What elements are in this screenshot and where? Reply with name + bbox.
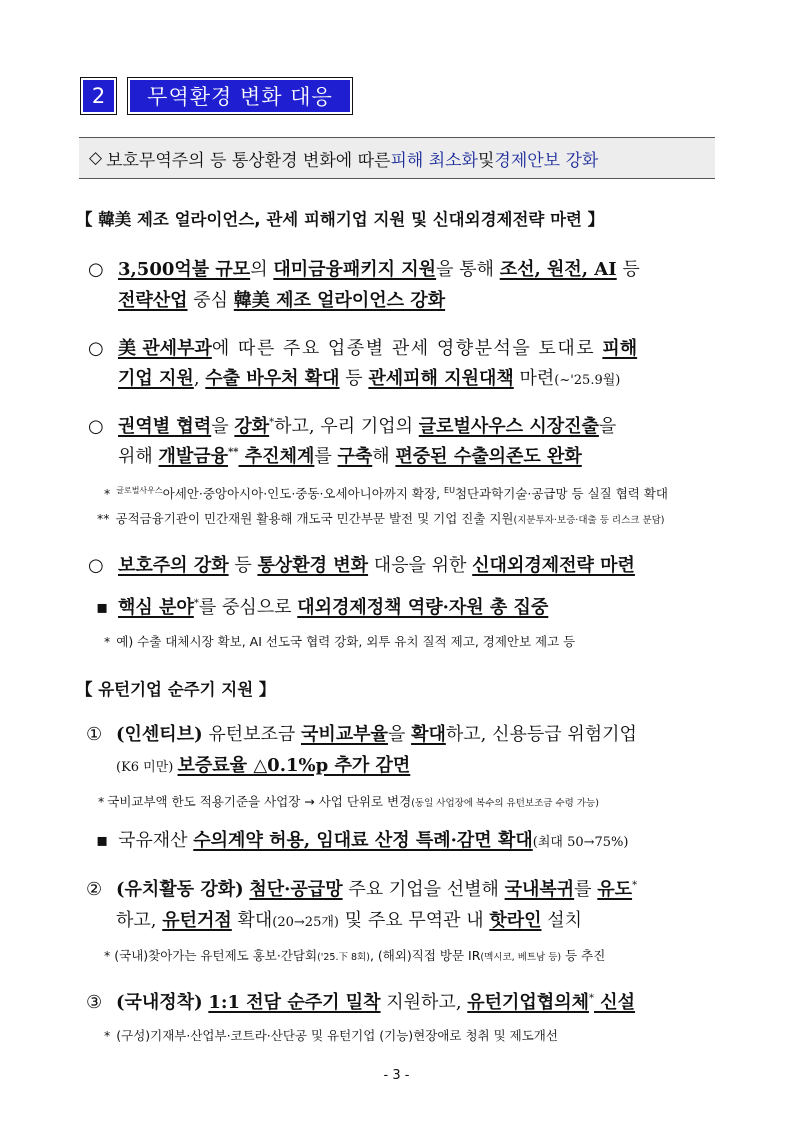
text: 첨단과학기술·공급망 등 실질 협력 확대 [454,486,669,501]
text: 공적금융기관이 민간재원 활용해 개도국 민간부문 발전 및 기업 진출 지원 [115,511,514,526]
circle-bullet-icon: ○ [88,259,104,280]
text: 권역별 협력 [118,416,212,437]
text: 통상환경 변화 [257,555,369,576]
text: 수의계약 허용, 임대료 산정 특례·감면 확대 [193,830,533,851]
text: (인센티브) [116,724,203,745]
text: 를 [314,446,338,467]
text: 1:1 전담 순주기 밀착 [208,992,381,1013]
block2-heading: 【 유턴기업 순주기 지원 】 [76,680,276,699]
section-title: 무역환경 변화 대응 [130,80,350,112]
text: (20→25개) [272,915,339,930]
footnote-mark: * [104,948,111,963]
text: (국내)찾아가는 유턴제도 홍보·간담회 [114,948,318,963]
text: 등 추진 [561,948,606,963]
text: 하고, [116,910,163,931]
footnote-mark: * [588,993,594,1004]
square-bullet-icon: ▪ [96,830,109,851]
text: 유턴보조금 [202,724,301,745]
text: , (해외)직접 방문 IR [369,948,481,963]
block2-item1-line1 [86,720,637,746]
circle-bullet-icon: ○ [88,555,104,576]
summary-text-2: 및 [477,150,495,171]
text: (구성)기재부·산업부·코트라·산단공 및 유턴기업 (기능)현장애로 청취 및 제도개선 [116,1028,558,1043]
text: 국유재산 [118,830,194,851]
block1-item3-line2 [118,442,582,468]
text: 등 [339,368,369,389]
text: 강화 [234,416,270,437]
block1-heading: 【 韓美 제조 얼라이언스, 관세 피해기업 지원 및 신대외경제전략 마련 】 [76,210,605,229]
block1-item5 [96,593,548,619]
text: 및 주요 무역관 내 [338,910,490,931]
text: 핫라인 [489,910,542,931]
footnote-mark: ** [228,447,239,458]
text: 개발금융 [158,446,229,467]
text: (유치활동 강화) [116,879,244,900]
text: 수출 바우처 확대 [205,368,340,389]
text: 구축 [337,446,373,467]
text: 조선, 원전, AI [499,259,617,280]
text: 대미금융패키지 지원 [273,259,437,280]
block1-item4 [88,551,635,577]
text: 美 관세부과 [118,338,212,359]
text: 아세안·중앙아시아·인도·중동·오세아니아까지 확장, [162,486,445,501]
block1-note1 [104,484,668,502]
text: 기업 지원 [118,368,194,389]
circled-number-3-icon: ③ [86,992,103,1013]
footnote-mark: * [104,486,111,501]
text: 해 [372,446,396,467]
block2-item3-line1 [86,875,637,901]
text: 유턴거점 [162,910,232,931]
footnote-mark: * [269,417,275,428]
text: 국내복귀 [504,879,575,900]
text: 3,500억불 규모 [118,259,251,280]
text: 글로벌사우스 [116,485,163,495]
block1-item2-line1 [88,334,637,360]
block2-item4 [86,988,635,1014]
text: 보호주의 강화 [118,555,229,576]
text: 하고, 신용등급 위험기업 [445,724,637,745]
text: 첨단·공급망 [249,879,343,900]
summary-highlight-2: 경제안보 강화 [494,150,599,171]
text: 핵심 분야 [118,597,194,618]
text: 에 따른 주요 업종별 관세 영향분석을 토대로 [211,338,603,359]
text: 을 [598,416,617,437]
text: 마련 [513,368,555,389]
text: (멕시코, 베트남 등) [480,952,562,963]
section-title-box [127,77,353,115]
block1-note3 [104,632,575,650]
text: 관세피해 지원대책 [368,368,514,389]
text: 국비교부율 [300,724,388,745]
text: 대응을 위한 [368,555,473,576]
text: 신설 [593,992,636,1013]
text: 하고, 우리 기업의 [274,416,419,437]
text: 피해 [602,338,638,359]
block1-item1-line2 [118,286,445,312]
square-bullet-icon: ▪ [96,597,109,618]
circled-number-1-icon: ① [86,724,103,745]
summary-text-1: 보호무역주의 등 통상환경 변화에 따른 [106,150,391,171]
text: 글로벌사우스 시장진출 [418,416,599,437]
text: 중심 [187,290,234,311]
text: EU [444,485,455,495]
text: 등 [228,555,258,576]
text: 보증료율 △0.1%p 추가 감면 [177,755,411,776]
text: (지분투자·보증·대출 등 리스크 분담) [513,515,665,526]
block1-item1-line1 [88,255,640,281]
text: 신대외경제전략 마련 [472,555,635,576]
text: , [193,368,206,389]
block1-item2-line2 [118,364,620,390]
text: 대외경제정책 역량·자원 총 집중 [297,597,549,618]
text: 유도 [597,879,633,900]
footnote-mark: * [98,794,105,809]
diamond-icon: ◇ [89,148,103,168]
text: (동일 사업장에 복수의 유턴보조금 수령 가능) [411,798,599,809]
text: 를 중심으로 [198,597,298,618]
text: (~'25.9월) [554,373,621,388]
block2-item1-line2 [116,751,410,777]
text: 을 [211,416,235,437]
text: 추진체계 [238,446,315,467]
text: ('25.下 8회) [317,952,370,963]
circled-number-2-icon: ② [86,879,103,900]
text: (최대 50→75%) [532,835,629,850]
text: 지원하고, [380,992,468,1013]
text: 을 [387,724,412,745]
footnote-mark: * [104,634,111,649]
text: 韓美 제조 얼라이언스 강화 [233,290,446,311]
text: 유턴기업협의체 [467,992,589,1013]
block2-note3 [104,1026,558,1044]
footnote-mark: ** [97,511,110,526]
text: 국비교부액 한도 적용기준을 사업장 → 사업 단위로 변경 [107,794,412,809]
text: 예) 수출 대체시장 확보, AI 선도국 협력 강화, 외투 유치 질적 제고, 경제안보 제고 등 [116,634,576,649]
text: 등 [616,259,640,280]
block1-note2 [97,509,665,527]
text: 전략산업 [118,290,188,311]
text: (국내정착) [116,992,203,1013]
block2-item2 [96,826,628,852]
text: 을 통해 [436,259,500,280]
text: 를 [574,879,598,900]
text: 의 [250,259,274,280]
text: 위해 [118,446,159,467]
block2-item3-line2 [116,906,582,932]
block2-note1 [98,792,599,810]
text: 확대 [411,724,446,745]
section-number: 2 [83,80,114,112]
summary-highlight-1: 피해 최소화 [390,150,478,171]
block1-item3-line1 [88,412,616,438]
section-number-box [80,77,117,115]
block2-note2 [104,946,605,964]
text: 편중된 수출의존도 완화 [395,446,582,467]
page-number: - 3 - [383,1068,410,1083]
text: 설치 [541,910,582,931]
summary-box [79,137,715,179]
circle-bullet-icon: ○ [88,416,104,437]
text: 주요 기업을 선별해 [342,879,505,900]
circle-bullet-icon: ○ [88,338,104,359]
footnote-mark: * [632,880,638,891]
footnote-mark: * [104,1028,111,1043]
text: 확대 [231,910,273,931]
footnote-mark: * [193,598,199,609]
text: (K6 미만) [116,760,178,775]
